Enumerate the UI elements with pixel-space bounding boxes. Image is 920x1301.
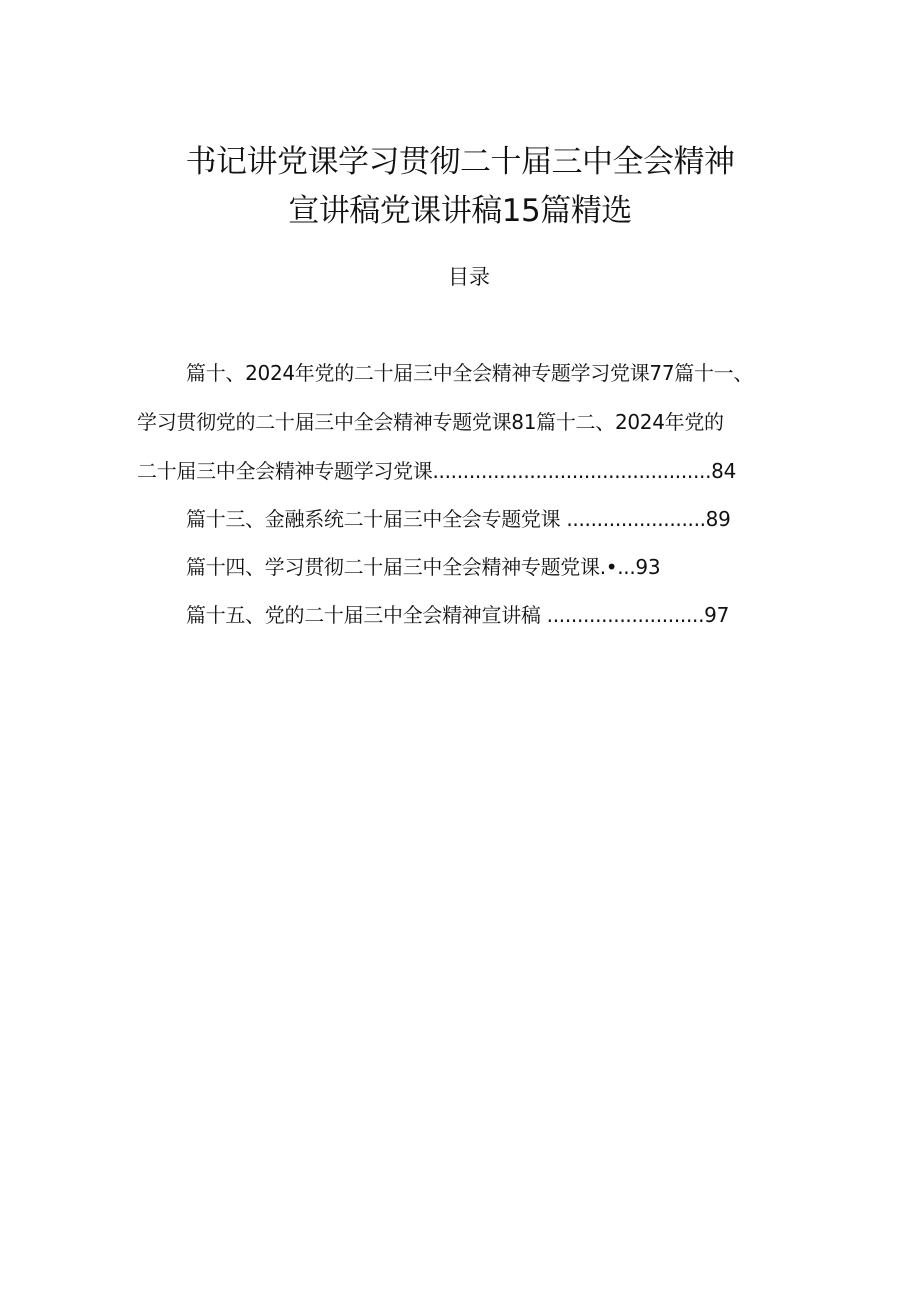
toc-entry-line: 二十届三中全会精神专题学习党课..............................................84 — [137, 459, 736, 483]
toc-entry-line: 学习贯彻党的二十届三中全会精神专题党课81篇十二、2024年党的 — [137, 410, 724, 434]
toc-entry-line: 篇十、2024年党的二十届三中全会精神专题学习党课77篇十一、 — [186, 361, 754, 385]
toc-entry-line: 篇十五、党的二十届三中全会精神宣讲稿 ..........................97 — [186, 603, 729, 627]
toc-entry-line: 篇十三、金融系统二十届三中全会专题党课 .......................89 — [186, 507, 731, 531]
document-title-line-1: 书记讲党课学习贯彻二十届三中全会精神 — [185, 144, 735, 180]
toc-heading: 目录 — [448, 265, 490, 289]
document-title-line-2: 宣讲稿党课讲稿15篇精选 — [288, 193, 632, 229]
toc-entry-line: 篇十四、学习贯彻二十届三中全会精神专题党课.•...93 — [186, 555, 661, 579]
